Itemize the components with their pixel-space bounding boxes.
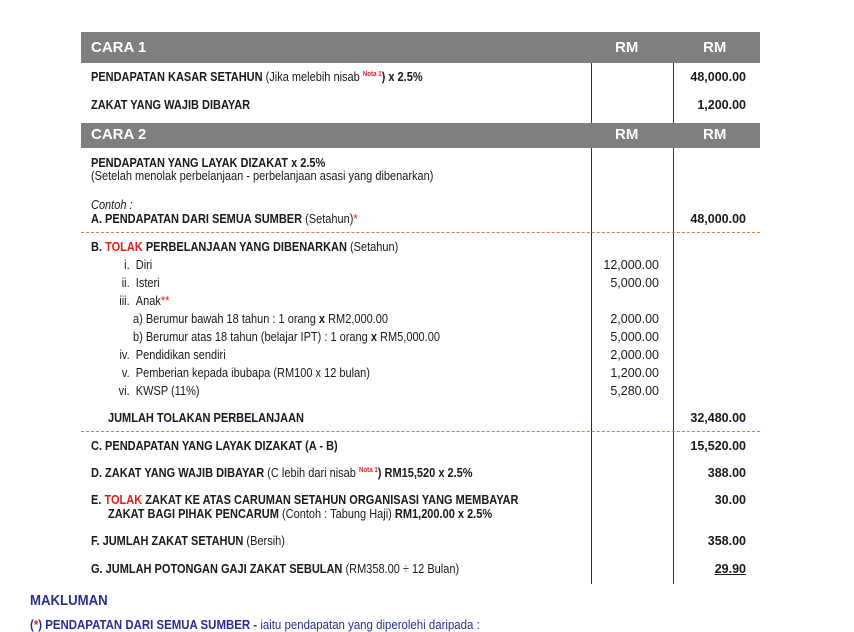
row-d-label: D. ZAKAT YANG WAJIB DIBAYAR (C lebih dari nisab $^{Nota 1}$) RM15,520 x 2.5% xyxy=(91,466,473,480)
item-value: 5,000.00 xyxy=(610,330,659,344)
list-item: iv. Pendidikan sendiri xyxy=(119,348,226,362)
cara1-row1-value: 48,000.00 xyxy=(690,70,746,84)
list-item: a) Berumur bawah 18 tahun : 1 orang x RM2,000.00 xyxy=(133,312,389,326)
list-item: iii. Anak** xyxy=(119,294,170,308)
column-divider-1 xyxy=(591,63,592,123)
list-item: b) Berumur atas 18 tahun (belajar IPT) : 1 orang x RM5,000.00 xyxy=(133,330,440,344)
cara2-intro-note: (Setelah menolak perbelanjaan - perbelanjaan asasi yang dibenarkan) xyxy=(91,169,434,183)
cara2-header xyxy=(81,123,760,148)
jumlah-tolakan-label: JUMLAH TOLAKAN PERBELANJAAN xyxy=(108,411,304,425)
row-f-label: F. JUMLAH ZAKAT SETAHUN (Bersih) xyxy=(91,534,285,548)
cara1-row-zakat-wajib: ZAKAT YANG WAJIB DIBAYAR xyxy=(91,98,251,112)
cara1-row-pendapatan-kasar: PENDAPATAN KASAR SETAHUN (Jika melebih nisab $^{Nota 1}$) x 2.5% xyxy=(91,70,423,84)
row-c-value: 15,520.00 xyxy=(690,439,746,453)
dashed-divider-2 xyxy=(81,431,760,432)
cara1-rm-col3: RM xyxy=(703,39,727,56)
row-a-pendapatan: A. PENDAPATAN DARI SEMUA SUMBER (Setahun)* xyxy=(91,212,358,226)
cara2-title: CARA 2 xyxy=(91,126,147,143)
cara1-header xyxy=(81,32,760,63)
dashed-divider-1 xyxy=(81,232,760,233)
list-item: i. Diri xyxy=(124,258,153,272)
item-value: 5,000.00 xyxy=(610,276,659,290)
row-d-value: 388.00 xyxy=(707,466,746,480)
row-e-line2: ZAKAT BAGI PIHAK PENCARUM (Contoh : Tabung Haji) RM1,200.00 x 2.5% xyxy=(108,507,493,521)
row-g-value: 29.90 xyxy=(714,562,746,576)
makluman-footnote: (*) PENDAPATAN DARI SEMUA SUMBER - iaitu pendapatan yang diperolehi daripada : xyxy=(30,617,480,632)
cara2-rm-col2: RM xyxy=(615,126,639,143)
zakat-table xyxy=(81,32,760,585)
makluman-title: MAKLUMAN xyxy=(30,592,108,609)
row-a-value: 48,000.00 xyxy=(690,212,746,226)
list-item: vi. KWSP (11%) xyxy=(118,384,200,398)
item-value: 2,000.00 xyxy=(610,312,659,326)
item-value: 2,000.00 xyxy=(610,348,659,362)
row-e-value: 30.00 xyxy=(714,493,746,507)
item-value: 1,200.00 xyxy=(610,366,659,380)
row-b-tolak: B. TOLAK PERBELANJAAN YANG DIBENARKAN (Setahun) xyxy=(91,240,399,254)
cara1-row2-value: 1,200.00 xyxy=(697,98,746,112)
list-item: v. Pemberian kepada ibubapa (RM100 x 12 bulan) xyxy=(121,366,370,380)
cara1-rm-col2: RM xyxy=(615,39,639,56)
item-value: 5,280.00 xyxy=(610,384,659,398)
row-f-value: 358.00 xyxy=(707,534,746,548)
row-g-label: G. JUMLAH POTONGAN GAJI ZAKAT SEBULAN (RM358.00 ÷ 12 Bulan) xyxy=(91,562,460,576)
cara2-rm-col3: RM xyxy=(703,126,727,143)
cara2-intro-title: PENDAPATAN YANG LAYAK DIZAKAT x 2.5% xyxy=(91,156,326,170)
jumlah-tolakan-value: 32,480.00 xyxy=(690,411,746,425)
item-value: 12,000.00 xyxy=(603,258,659,272)
list-item: ii. Isteri xyxy=(121,276,160,290)
row-c-label: C. PENDAPATAN YANG LAYAK DIZAKAT (A - B) xyxy=(91,439,338,453)
nota-1-marker: Nota 1 xyxy=(362,70,382,78)
row-e-line1: E. TOLAK ZAKAT KE ATAS CARUMAN SETAHUN ORGANISASI YANG MEMBAYAR xyxy=(91,493,519,507)
cara1-title: CARA 1 xyxy=(91,39,147,56)
nota-1-marker: Nota 1 xyxy=(358,466,378,474)
contoh-label: Contoh : xyxy=(91,198,133,212)
